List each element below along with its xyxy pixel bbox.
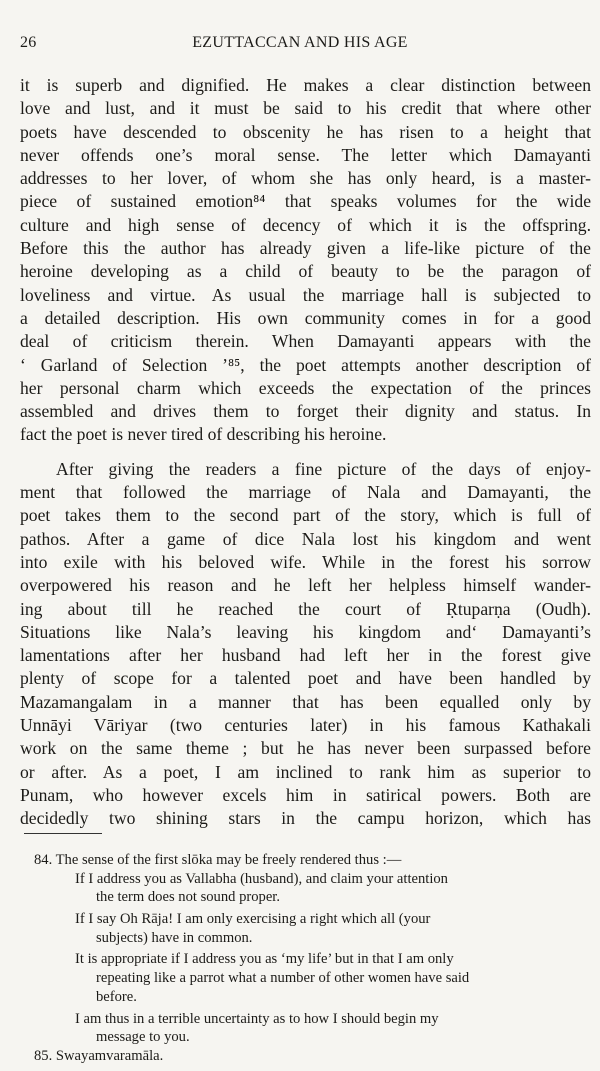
text-line: work on the same theme ; but he has never been surpassed before [20,738,591,759]
text-line: a detailed description. His own community comes in for a good [20,307,591,328]
text-line: ing about till he reached the court of Ṛtuparṇa (Oudh). [20,598,591,619]
text-line: pathos. After a game of dice Nala lost his kingdom and went [20,528,591,549]
text-line: fact the poet is never tired of describing his heroine. [20,424,387,445]
footnote-line: the term does not sound proper. [96,889,281,906]
footnote-line: subjects) have in common. [96,929,253,946]
paragraph-1 [20,74,591,447]
text-line: Punam, who however excels him in satirical powers. Both are [20,784,591,805]
footnote-84-stanza [34,1010,586,1047]
footnote-rule [24,833,102,834]
footnote-line: If I say Oh Rāja! I am only exercising a right which all (your [75,911,431,928]
text-line: never offends one’s moral sense. The letter which Damayanti [20,144,591,165]
body-text [20,74,591,831]
paragraph-2 [20,458,591,831]
text-line: piece of sustained emotion⁸⁴ that speaks volumes for the wide [20,191,591,212]
text-line: or after. As a poet, I am inclined to rank him as superior to [20,761,591,782]
footnote-84-stanza [34,870,586,907]
text-line: decidedly two shining stars in the campu horizon, which has [20,808,591,829]
text-line: addresses to her lover, of whom she has only heard, is a master- [20,168,591,189]
page-header [20,34,580,56]
text-line: plenty of scope for a talented poet and have been handled by [20,668,591,689]
text-line: love and lust, and it must be said to his credit that where other [20,98,591,119]
text-line: her personal charm which exceeds the expectation of the princes [20,377,591,398]
text-line: Before this the author has already given a life-like picture of the [20,238,591,259]
page-number: 26 [20,34,37,51]
footnote-line: before. [96,988,137,1005]
text-line: ‘ Garland of Selection ’⁸⁵, the poet attempts another description of [20,354,591,375]
text-line: overpowered his reason and he left her helpless himself wander- [20,575,591,596]
footnote-line: If I address you as Vallabha (husband), and claim your attention [75,870,448,887]
text-line: it is superb and dignified. He makes a clear distinction between [20,75,591,95]
footnote-line: repeating like a parrot what a number of other women have said [96,970,470,987]
footnote-85: 85. Swayamvaramāla. [34,1047,164,1064]
footnote-84-intro: 84. The sense of the first slōka may be freely rendered thus :— [34,852,402,868]
paragraph-gap [20,447,591,458]
text-line: assembled and drives them to forget their dignity and status. In [20,401,591,422]
text-line: Mazamangalam in a manner that has been equalled only by [20,691,591,712]
footnote-line: message to you. [96,1029,190,1046]
footnote-line: I am thus in a terrible uncertainty as to how I should begin my [75,1010,439,1027]
text-line: deal of criticism therein. When Damayanti appears with the [20,331,591,352]
text-line: poets have descended to obscenity he has risen to a height that [20,121,591,142]
text-line: ment that followed the marriage of Nala and Damayanti, the [20,482,591,503]
text-line: lamentations after her husband had left her in the forest give [20,645,591,666]
text-line: culture and high sense of decency of which it is the offspring. [20,214,591,235]
footnotes [34,851,586,1066]
footnote-line: It is appropriate if I address you as ‘my life’ but in that I am only [75,951,454,968]
text-line: loveliness and virtue. As usual the marriage hall is subjected to [20,284,591,305]
text-line: After giving the readers a fine picture of the days of enjoy- [56,458,591,479]
text-line: heroine developing as a child of beauty to be the paragon of [20,261,591,282]
text-line: into exile with his beloved wife. While in the forest his sorrow [20,551,591,572]
text-line: Unnāyi Vāriyar (two centuries later) in his famous Kathakali [20,715,591,736]
text-line: Situations like Nala’s leaving his kingdom and‘ Damayanti’s [20,621,591,642]
running-head: EZUTTACCAN AND HIS AGE [192,34,408,51]
footnote-84-stanza [34,910,586,947]
footnote-84-stanza [34,950,586,1006]
text-line: poet takes them to the second part of the story, which is full of [20,505,591,526]
